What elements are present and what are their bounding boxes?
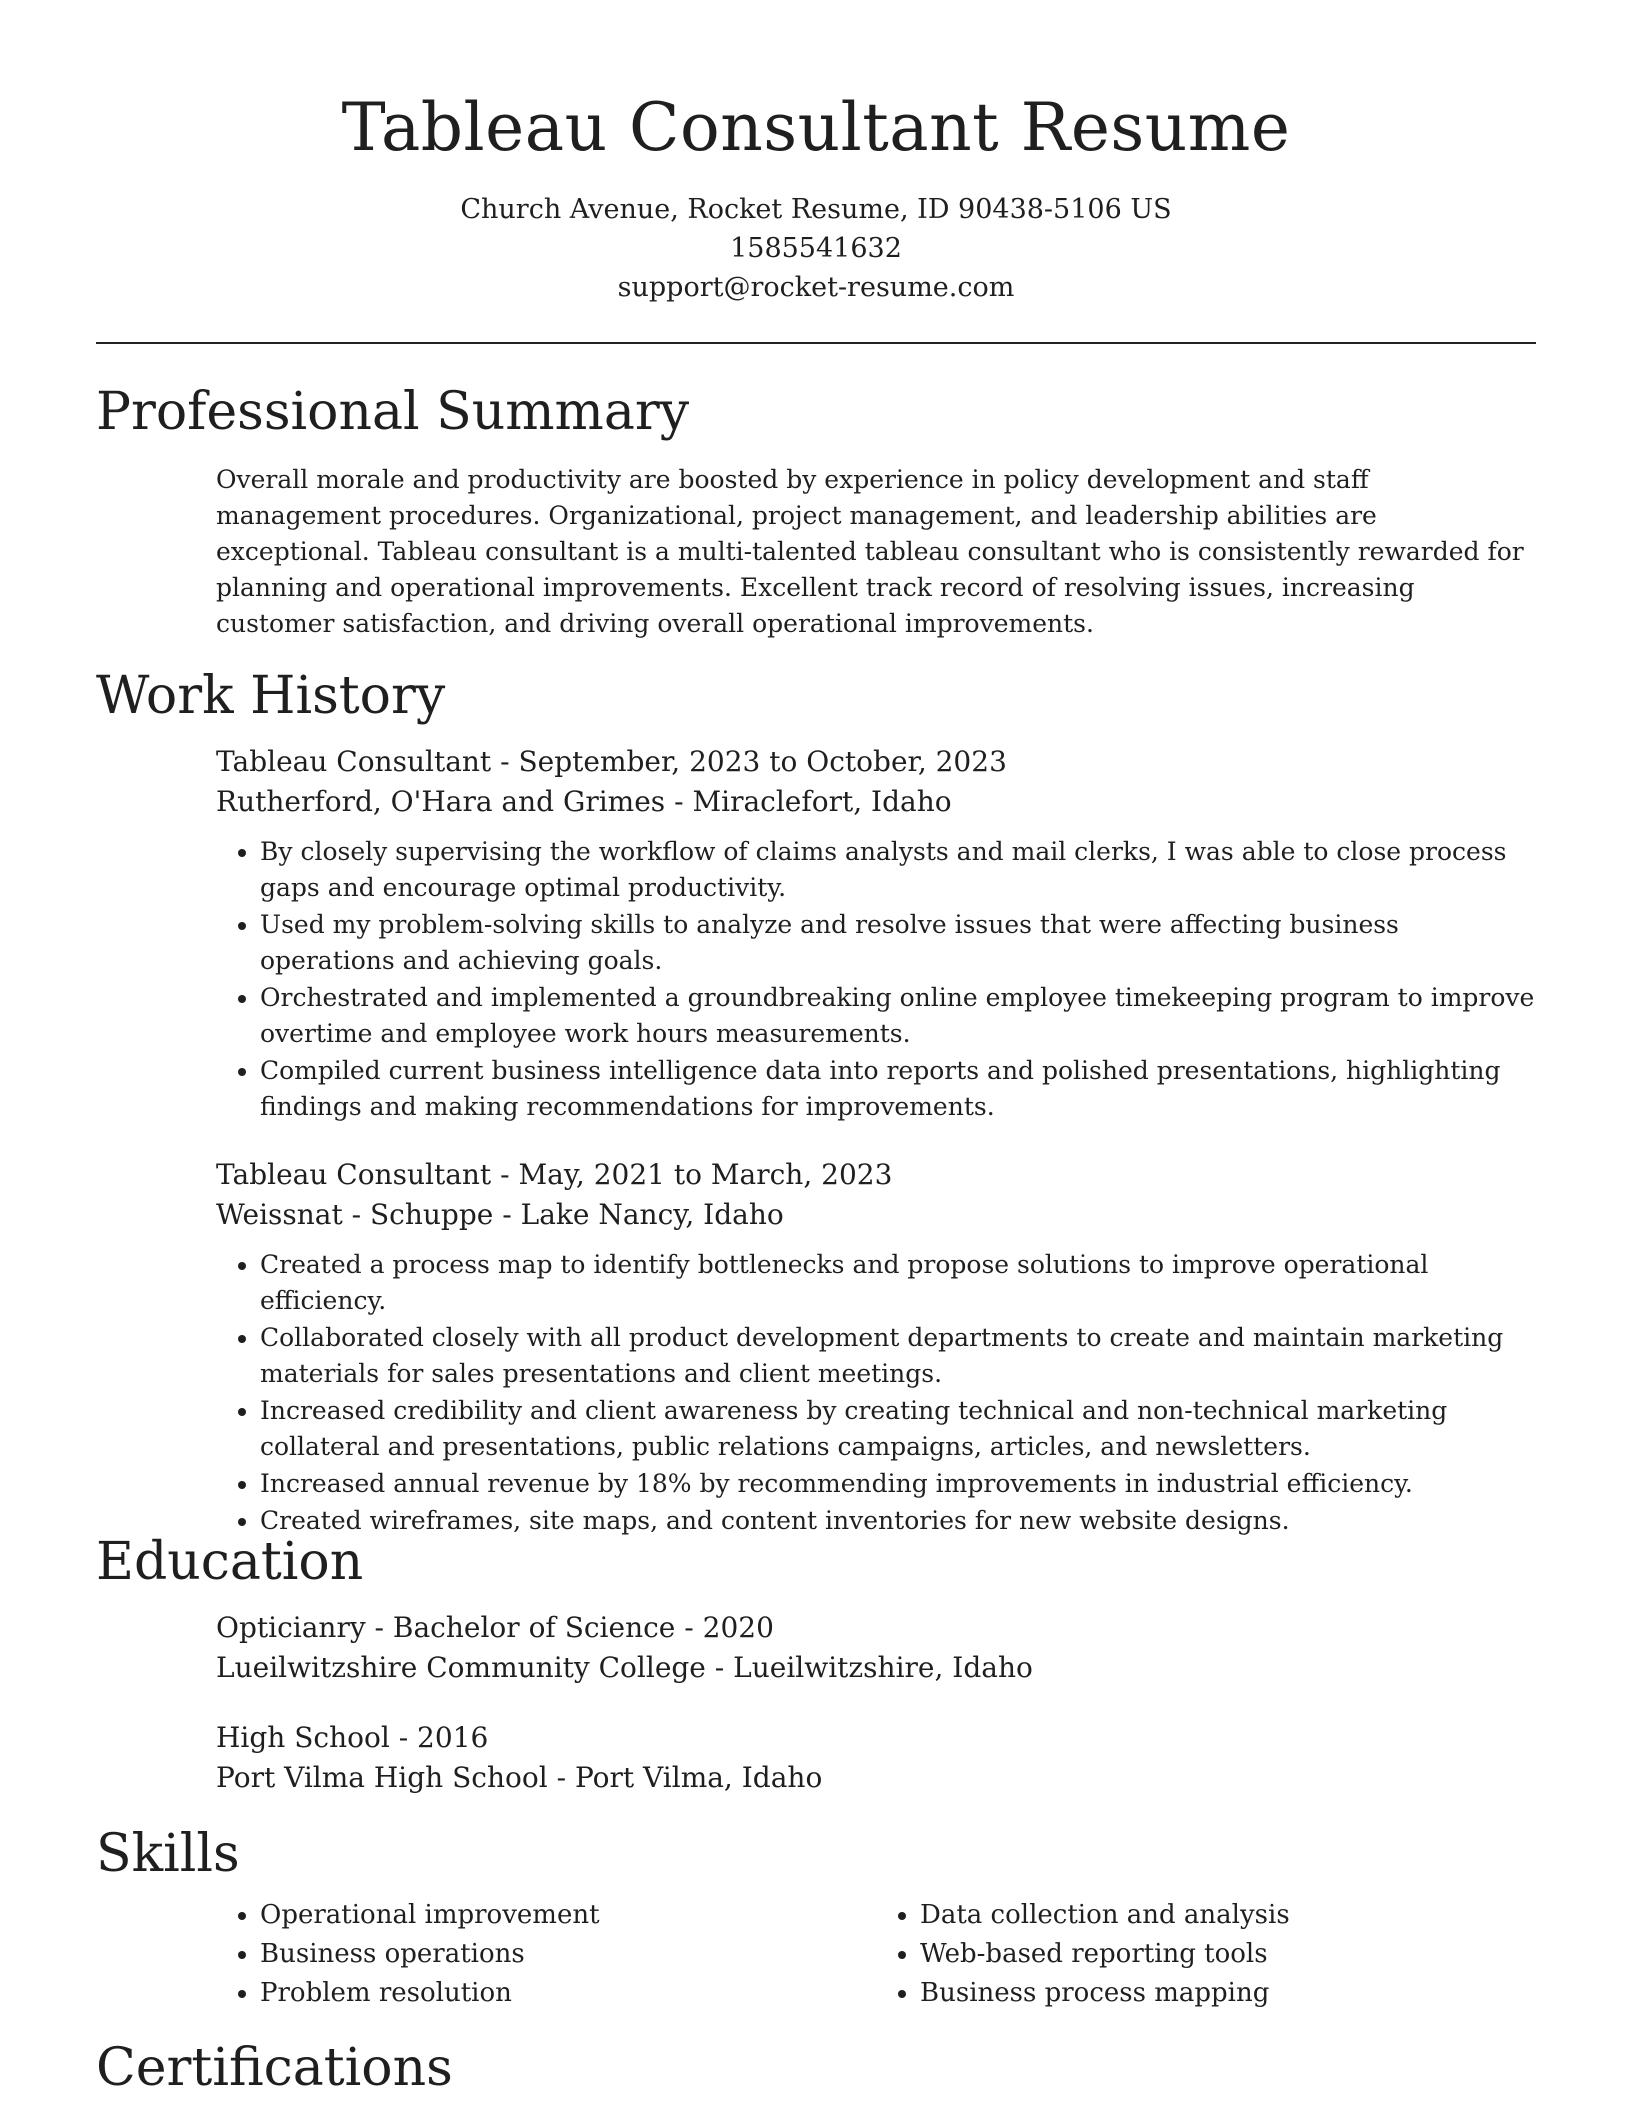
- list-item: • Increased annual revenue by 18% by recommending improvements in industrial efficiency.: [260, 1466, 1536, 1502]
- skills-list-left: [216, 1896, 876, 2013]
- contact-address: Church Avenue, Rocket Resume, ID 90438-5106 US: [460, 194, 1172, 225]
- education-degree: High School: [216, 1721, 390, 1754]
- education-degree-line: [216, 1718, 1536, 1758]
- contact-phone: 1585541632: [730, 233, 902, 264]
- education-degree: Opticianry - Bachelor of Science: [216, 1611, 676, 1644]
- list-item: • Operational improvement: [260, 1896, 876, 1934]
- skills-columns: [216, 1886, 1536, 2013]
- education-year: - 2016: [389, 1721, 489, 1754]
- job-location: - Lake Nancy, Idaho: [493, 1198, 784, 1231]
- list-item: • Created wireframes, site maps, and content inventories for new website designs.: [260, 1503, 1536, 1539]
- education-school: Lueilwitzshire Community College: [216, 1651, 706, 1684]
- education-school: Port Vilma High School: [216, 1761, 548, 1794]
- job-company: Rutherford, O'Hara and Grimes: [216, 785, 666, 818]
- job-title-line: [216, 742, 1536, 782]
- list-item: • Business operations: [260, 1935, 876, 1973]
- job-location: - Miraclefort, Idaho: [665, 785, 952, 818]
- contact-block: [0, 190, 1632, 307]
- skills-list-right: [876, 1896, 1536, 2013]
- section-certifications: [96, 2036, 1536, 2100]
- education-location: - Lueilwitzshire, Idaho: [705, 1651, 1033, 1684]
- list-item: • By closely supervising the workflow of claims analysts and mail clerks, I was able to close process gaps and encourage optimal productivity.: [260, 834, 1536, 906]
- job-title-line: [216, 1155, 1536, 1195]
- contact-email: support@rocket-resume.com: [617, 272, 1015, 303]
- education-location: - Port Vilma, Idaho: [547, 1761, 823, 1794]
- list-item: • Orchestrated and implemented a groundbreaking online employee timekeeping program to improve overtime and employee work hours measurements.: [260, 980, 1536, 1052]
- education-degree-line: [216, 1608, 1536, 1648]
- education-year: - 2020: [675, 1611, 774, 1644]
- education-school-line: [216, 1758, 1536, 1798]
- section-work-history: [96, 664, 1536, 1540]
- job-company: Weissnat - Schuppe: [216, 1198, 494, 1231]
- list-item: • Web-based reporting tools: [920, 1935, 1536, 1973]
- section-professional-summary: [96, 380, 1536, 642]
- job-dates: - May, 2021 to March, 2023: [491, 1158, 893, 1191]
- list-item: • Collaborated closely with all product development departments to create and maintain marketing materials for sales presentations and client meetings.: [260, 1320, 1536, 1392]
- list-item: • Increased credibility and client awareness by creating technical and non-technical marketing collateral and presentations, public relations campaigns, articles, and newsletters.: [260, 1393, 1536, 1465]
- job-entry: [216, 742, 1536, 1125]
- list-item: • Compiled current business intelligence data into reports and polished presentations, highlighting findings and making recommendations for improvements.: [260, 1053, 1536, 1125]
- resume-header: [0, 0, 1632, 307]
- list-item: • Business process mapping: [920, 1974, 1536, 2012]
- job-role: Tableau Consultant: [216, 1158, 492, 1191]
- section-heading-skills: Skills: [96, 1824, 240, 1884]
- section-heading-education: Education: [96, 1532, 364, 1592]
- job-bullets: [216, 834, 1536, 1125]
- summary-text: Overall morale and productivity are boosted by experience in policy development and staff management procedures. Organizational, project management, and leadership abilities are exceptional. Tableau consultant is a multi-talented tableau consultant who is consistently rewarded for planning and operational improvements. Excellent track record of resolving issues, increasing customer satisfaction, and driving overall operational improvements.: [216, 465, 1524, 638]
- list-item: • Created a process map to identify bottlenecks and propose solutions to improve operational efficiency.: [260, 1247, 1536, 1319]
- section-education: [96, 1530, 1536, 1798]
- header-divider: [96, 342, 1536, 344]
- list-item: • Data collection and analysis: [920, 1896, 1536, 1934]
- job-bullets: [216, 1247, 1536, 1539]
- resume-title: Tableau Consultant Resume: [341, 89, 1291, 166]
- job-company-line: [216, 1195, 1536, 1235]
- section-heading-summary: Professional Summary: [96, 382, 690, 442]
- section-heading-certifications: Certifications: [96, 2038, 453, 2098]
- education-entry: [216, 1608, 1536, 1688]
- list-item: • Used my problem-solving skills to analyze and resolve issues that were affecting business operations and achieving goals.: [260, 907, 1536, 979]
- job-company-line: [216, 782, 1536, 822]
- job-dates: - September, 2023 to October, 2023: [491, 745, 1007, 778]
- education-school-line: [216, 1648, 1536, 1688]
- job-role: Tableau Consultant: [216, 745, 492, 778]
- section-heading-work: Work History: [96, 666, 446, 726]
- section-skills: [96, 1822, 1536, 2013]
- list-item: • Problem resolution: [260, 1974, 876, 2012]
- education-entry: [216, 1718, 1536, 1798]
- job-entry: [216, 1155, 1536, 1539]
